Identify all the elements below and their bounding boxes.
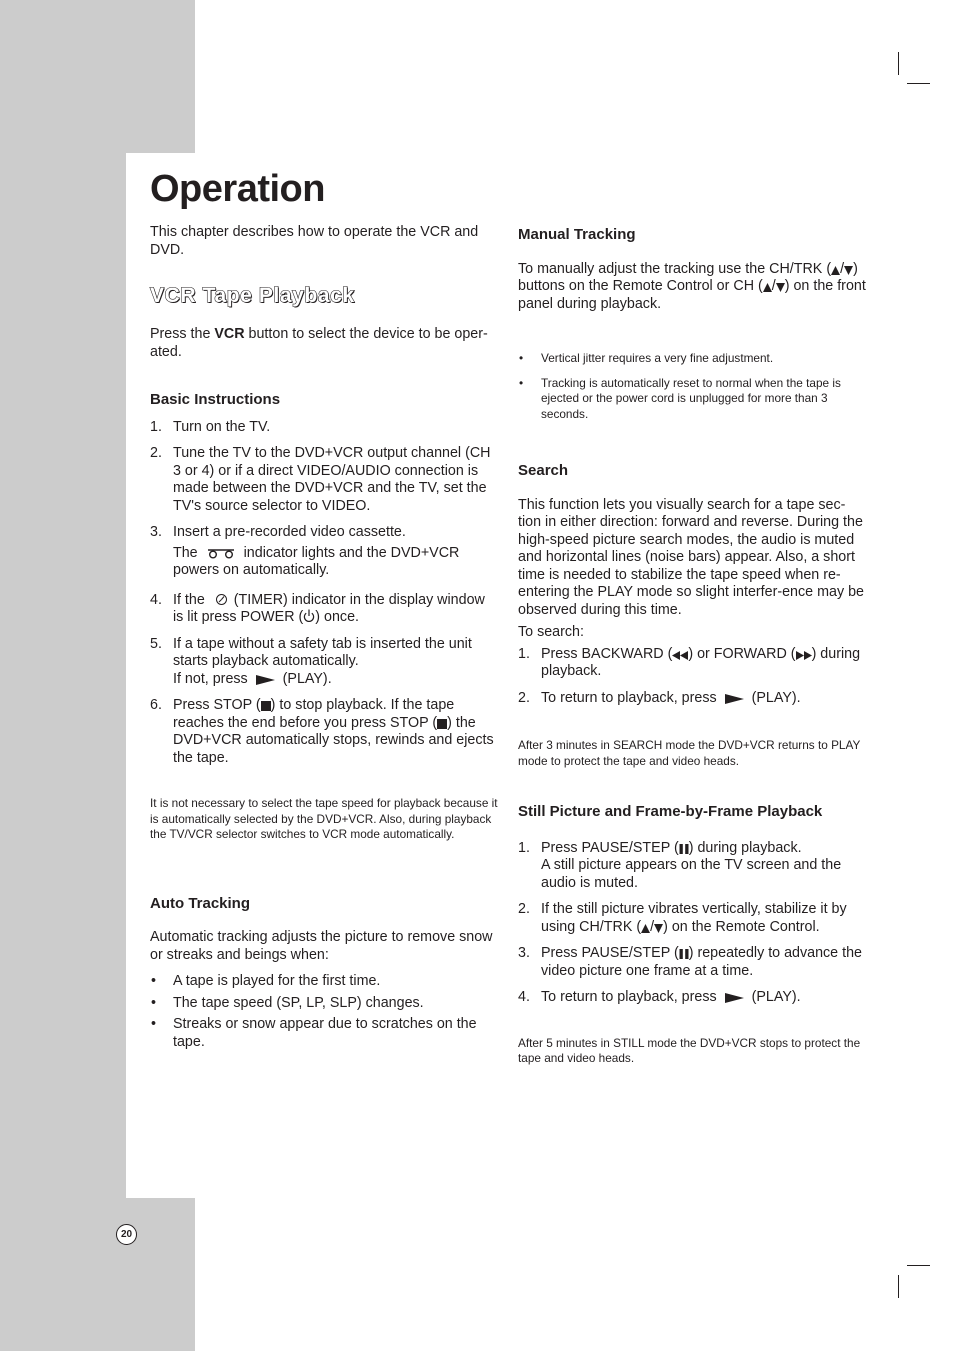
down-triangle-icon [654,924,663,933]
intro-text: This chapter describes how to operate the VCR and DVD. [150,224,479,258]
still-step-3: 3. Press PAUSE/STEP ( ) repeatedly to advance the video picture one frame at a time. [518,945,862,979]
play-icon [725,694,744,704]
crop-mark-bottom-vertical [898,1275,899,1298]
fast-forward-icon [796,651,812,660]
up-triangle-icon [763,283,772,292]
power-icon [303,609,315,623]
crop-mark-top-horizontal [907,83,930,84]
rewind-icon [672,651,688,660]
timer-icon [215,593,228,606]
still-step-4: 4. To return to playback, press (PLAY). [518,989,801,1005]
stop-icon [261,701,271,711]
play-icon [256,675,275,685]
crop-mark-top-vertical [898,52,899,75]
auto-bullet-2: • The tape speed (SP, LP, SLP) changes. [151,994,424,1011]
basic-step-2: 2. Tune the TV to the DVD+VCR output channel (CH 3 or 4) or if a direct VIDEO/AUDIO connection is made between the DVD+VCR and the TV, set the TV's source selector to VIDEO. [150,445,491,514]
page-title: Operation [150,168,325,210]
side-band-top [0,0,195,153]
right-column [518,224,866,1067]
auto-tracking-heading: Auto Tracking [150,894,251,912]
search-heading: Search [518,462,569,479]
search-text: This function lets you visually search for a tape sec-tion in either direction: forward and reverse. During the high-speed picture search modes, the audio is muted and horizontal lines (noise bars) appear. Also, a short time is needed to stabilize the tape speed when re-entering the PLAY mode so slight interfer-ence may be observed during this time. [518,496,864,618]
basic-step-6: 6. Press STOP ( ) to stop playback. If the tape reaches the end before you press STOP ( ) the DVD+VCR automatically stops, rewinds and ejects the tape. [150,697,494,766]
vcr-press-text: Press the VCR button to select the device to be oper-ated. [150,326,488,360]
auto-tracking-list [150,973,498,1051]
pause-icon [679,949,689,959]
still-note: After 5 minutes in STILL mode the DVD+VCR stops to protect the tape and video heads. [518,1035,861,1065]
still-step-2: 2. If the still picture vibrates vertically, stabilize it by using CH/TRK ( / ) on the Remote Control. [518,901,847,935]
still-picture-heading: Still Picture and Frame-by-Frame Playback [518,803,823,820]
side-band [0,153,126,1198]
side-band-bottom [0,1198,195,1351]
search-step-2: 2. To return to playback, press (PLAY). [518,689,801,706]
search-step-1: 1. Press BACKWARD ( ) or FORWARD ( ) during playback. [518,645,861,679]
vcr-tape-playback-heading: VCR Tape Playback [150,284,355,307]
manual-tracking-heading: Manual Tracking [518,226,636,243]
basic-step-4: 4. If the (TIMER) indicator in the display window is lit press POWER ( ) once. [150,591,485,625]
left-column [150,224,498,1060]
cassette-icon [207,549,235,559]
still-steps [518,840,866,1007]
up-triangle-icon [831,266,840,275]
play-icon [725,993,744,1003]
pause-icon [679,844,689,854]
auto-bullet-3: • Streaks or snow appear due to scratches on the tape. [151,1016,477,1050]
manual-tracking-text: To manually adjust the tracking use the CH/TRK ( / ) buttons on the Remote Control or CH ( / ) on the front panel during playback. [518,260,866,312]
auto-bullet-1: • A tape is played for the first time. [151,973,381,989]
basic-step-3: 3. Insert a pre-recorded video cassette. The indicator lights and the DVD+VCR powers on automatically. [150,524,460,578]
basic-step-5: 5. If a tape without a safety tab is inserted the unit starts playback automatically. If not, press (PLAY). [150,635,472,687]
basic-step-1: 1. Turn on the TV. [150,418,271,435]
basic-instructions-list [150,419,498,768]
basic-instructions-heading: Basic Instructions [150,391,281,408]
search-note: After 3 minutes in SEARCH mode the DVD+VCR returns to PLAY mode to protect the tape and video heads. [518,738,861,768]
manual-note-2: • Tracking is automatically reset to normal when the tape is ejected or the power cord is unplugged for more than 3 seconds. [519,375,841,421]
still-step-1: 1. Press PAUSE/STEP ( ) during playback. A still picture appears on the TV screen and the audio is muted. [518,839,842,891]
up-triangle-icon [641,924,650,933]
manual-note-1: • Vertical jitter requires a very fine adjustment. [519,351,774,365]
down-triangle-icon [844,266,853,275]
down-triangle-icon [776,283,785,292]
manual-tracking-notes [518,351,866,422]
auto-tracking-text: Automatic tracking adjusts the picture to remove snow or streaks and beings when: [150,929,493,963]
tape-speed-note: It is not necessary to select the tape speed for playback because it is automatically selected by the DVD+VCR. Also, during playback the TV/VCR selector switches to VCR mode automatically. [150,796,498,841]
to-search-text: To search: [518,624,584,640]
stop-icon [437,719,447,729]
page-number: 20 [116,1224,137,1245]
search-steps [518,646,866,708]
crop-mark-bottom-horizontal [907,1265,930,1266]
